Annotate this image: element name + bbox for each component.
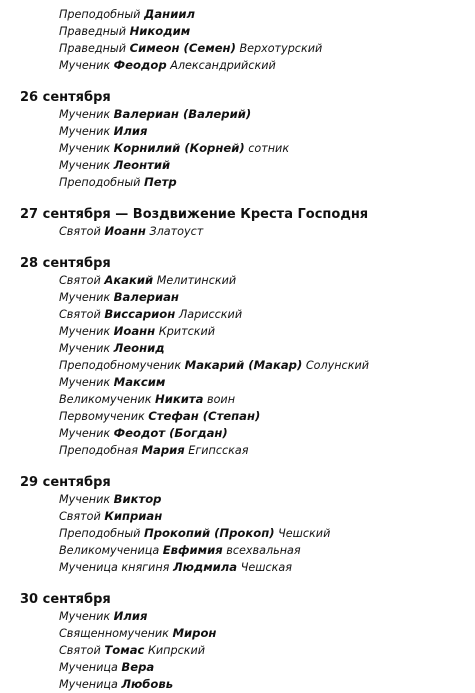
saint-entry bbox=[0, 123, 475, 140]
saint-entry bbox=[0, 508, 475, 525]
saint-name: Виктор bbox=[113, 492, 162, 506]
saint-title: Преподобный bbox=[59, 176, 141, 189]
saint-entry bbox=[0, 106, 475, 123]
saint-title: Мученик bbox=[59, 325, 111, 338]
saint-name: Евфимия bbox=[162, 543, 223, 557]
saint-title: Мученица bbox=[59, 661, 118, 674]
saint-name: Илия bbox=[113, 124, 148, 138]
saint-name: Петр bbox=[144, 175, 177, 189]
saint-entry bbox=[0, 40, 475, 57]
saint-name: Даниил bbox=[144, 7, 195, 21]
saint-title: Святой bbox=[59, 274, 101, 287]
saint-name: Никодим bbox=[129, 24, 191, 38]
saint-name: Стефан (Степан) bbox=[148, 409, 261, 423]
saint-name: Валериан bbox=[113, 290, 179, 304]
saint-epithet: Египсская bbox=[188, 444, 249, 457]
saint-entry bbox=[0, 391, 475, 408]
saint-name: Акакий bbox=[104, 273, 154, 287]
saint-title: Первомученик bbox=[59, 410, 145, 423]
saint-entry bbox=[0, 23, 475, 40]
saint-epithet: Чешская bbox=[240, 561, 292, 574]
saint-entry bbox=[0, 425, 475, 442]
saint-entry bbox=[0, 57, 475, 74]
saints-list bbox=[0, 272, 475, 459]
saint-entry bbox=[0, 140, 475, 157]
saint-entry bbox=[0, 525, 475, 542]
saint-name: Никита bbox=[155, 392, 204, 406]
saint-entry bbox=[0, 608, 475, 625]
day-section bbox=[0, 256, 475, 459]
saint-name: Прокопий (Прокоп) bbox=[144, 526, 275, 540]
saint-title: Мученик bbox=[59, 376, 111, 389]
saint-epithet: Верхотурский bbox=[239, 42, 323, 55]
saint-title: Мученица княгиня bbox=[59, 561, 170, 574]
saints-list bbox=[0, 6, 475, 74]
saint-name: Леонтий bbox=[113, 158, 171, 172]
saint-name: Томас bbox=[104, 643, 145, 657]
saint-entry bbox=[0, 642, 475, 659]
saint-title: Преподобный bbox=[59, 527, 141, 540]
saint-entry bbox=[0, 323, 475, 340]
saint-title: Мученик bbox=[59, 142, 111, 155]
date-heading: 28 сентября bbox=[20, 256, 111, 271]
saint-name: Симеон (Семен) bbox=[129, 41, 236, 55]
saint-title: Мученик bbox=[59, 493, 111, 506]
saint-name: Людмила bbox=[172, 560, 238, 574]
saint-title: Праведный bbox=[59, 42, 126, 55]
saint-title: Мученик bbox=[59, 59, 111, 72]
saint-name: Иоанн bbox=[113, 324, 156, 338]
saint-epithet: Мелитинский bbox=[156, 274, 237, 287]
saint-entry bbox=[0, 6, 475, 23]
saint-name: Любовь bbox=[121, 677, 174, 691]
saint-title: Святой bbox=[59, 225, 101, 238]
saint-epithet: Александрийский bbox=[170, 59, 276, 72]
saint-name: Мирон bbox=[172, 626, 217, 640]
day-section bbox=[0, 475, 475, 576]
day-section bbox=[0, 207, 475, 240]
saint-entry bbox=[0, 542, 475, 559]
saint-title: Мученица bbox=[59, 678, 118, 691]
saints-list bbox=[0, 608, 475, 693]
saint-title: Великомученик bbox=[59, 393, 152, 406]
saint-entry bbox=[0, 272, 475, 289]
saint-title: Преподобномученик bbox=[59, 359, 182, 372]
saint-entry bbox=[0, 559, 475, 576]
date-heading: 30 сентября bbox=[20, 592, 111, 607]
saint-entry bbox=[0, 676, 475, 693]
saint-epithet: сотник bbox=[248, 142, 290, 155]
saint-entry bbox=[0, 442, 475, 459]
saint-name: Феодор bbox=[113, 58, 167, 72]
saint-name: Максим bbox=[113, 375, 166, 389]
saint-name: Иоанн bbox=[104, 224, 146, 238]
saint-entry bbox=[0, 659, 475, 676]
saint-title: Мученик bbox=[59, 427, 111, 440]
saint-epithet: Солунский bbox=[305, 359, 370, 372]
saint-epithet: всехвальная bbox=[226, 544, 301, 557]
saint-title: Святой bbox=[59, 510, 101, 523]
saint-name: Леонид bbox=[113, 341, 165, 355]
saint-entry bbox=[0, 625, 475, 642]
saint-name: Корнилий (Корней) bbox=[113, 141, 245, 155]
saint-title: Преподобный bbox=[59, 8, 141, 21]
saint-title: Святой bbox=[59, 644, 101, 657]
saint-epithet: Кипрский bbox=[147, 644, 206, 657]
saint-name: Илия bbox=[113, 609, 148, 623]
saint-name: Виссарион bbox=[104, 307, 176, 321]
saint-title: Святой bbox=[59, 308, 101, 321]
saint-entry bbox=[0, 340, 475, 357]
day-section bbox=[0, 592, 475, 693]
saint-epithet: Критский bbox=[158, 325, 216, 338]
saint-title: Мученик bbox=[59, 108, 111, 121]
saint-name: Валериан (Валерий) bbox=[113, 107, 252, 121]
saint-name: Феодот (Богдан) bbox=[113, 426, 228, 440]
saint-name: Вера bbox=[121, 660, 155, 674]
saint-name: Киприан bbox=[104, 509, 163, 523]
saint-entry bbox=[0, 289, 475, 306]
saint-entry bbox=[0, 306, 475, 323]
saints-list bbox=[0, 106, 475, 191]
saint-name: Макарий (Макар) bbox=[184, 358, 303, 372]
saint-epithet: Ларисский bbox=[178, 308, 243, 321]
saint-entry bbox=[0, 408, 475, 425]
saint-title: Мученик bbox=[59, 291, 111, 304]
date-heading: 26 сентября bbox=[20, 90, 111, 105]
saint-entry bbox=[0, 223, 475, 240]
saint-entry bbox=[0, 491, 475, 508]
saint-epithet: Чешский bbox=[278, 527, 331, 540]
saints-list bbox=[0, 223, 475, 240]
saint-title: Великомученица bbox=[59, 544, 160, 557]
saint-title: Преподобная bbox=[59, 444, 138, 457]
saint-title: Мученик bbox=[59, 342, 111, 355]
saint-entry bbox=[0, 157, 475, 174]
saint-title: Праведный bbox=[59, 25, 126, 38]
saint-entry bbox=[0, 357, 475, 374]
saint-title: Мученик bbox=[59, 125, 111, 138]
saints-list bbox=[0, 491, 475, 576]
day-section bbox=[0, 6, 475, 74]
day-section bbox=[0, 90, 475, 191]
saint-title: Мученик bbox=[59, 610, 111, 623]
saint-title: Мученик bbox=[59, 159, 111, 172]
saint-entry bbox=[0, 174, 475, 191]
date-heading: 27 сентября — Воздвижение Креста Господня bbox=[20, 207, 369, 222]
date-heading: 29 сентября bbox=[20, 475, 111, 490]
saint-epithet: воин bbox=[206, 393, 236, 406]
saint-entry bbox=[0, 374, 475, 391]
saint-name: Мария bbox=[141, 443, 185, 457]
saint-title: Священномученик bbox=[59, 627, 169, 640]
saint-epithet: Златоуст bbox=[149, 225, 204, 238]
